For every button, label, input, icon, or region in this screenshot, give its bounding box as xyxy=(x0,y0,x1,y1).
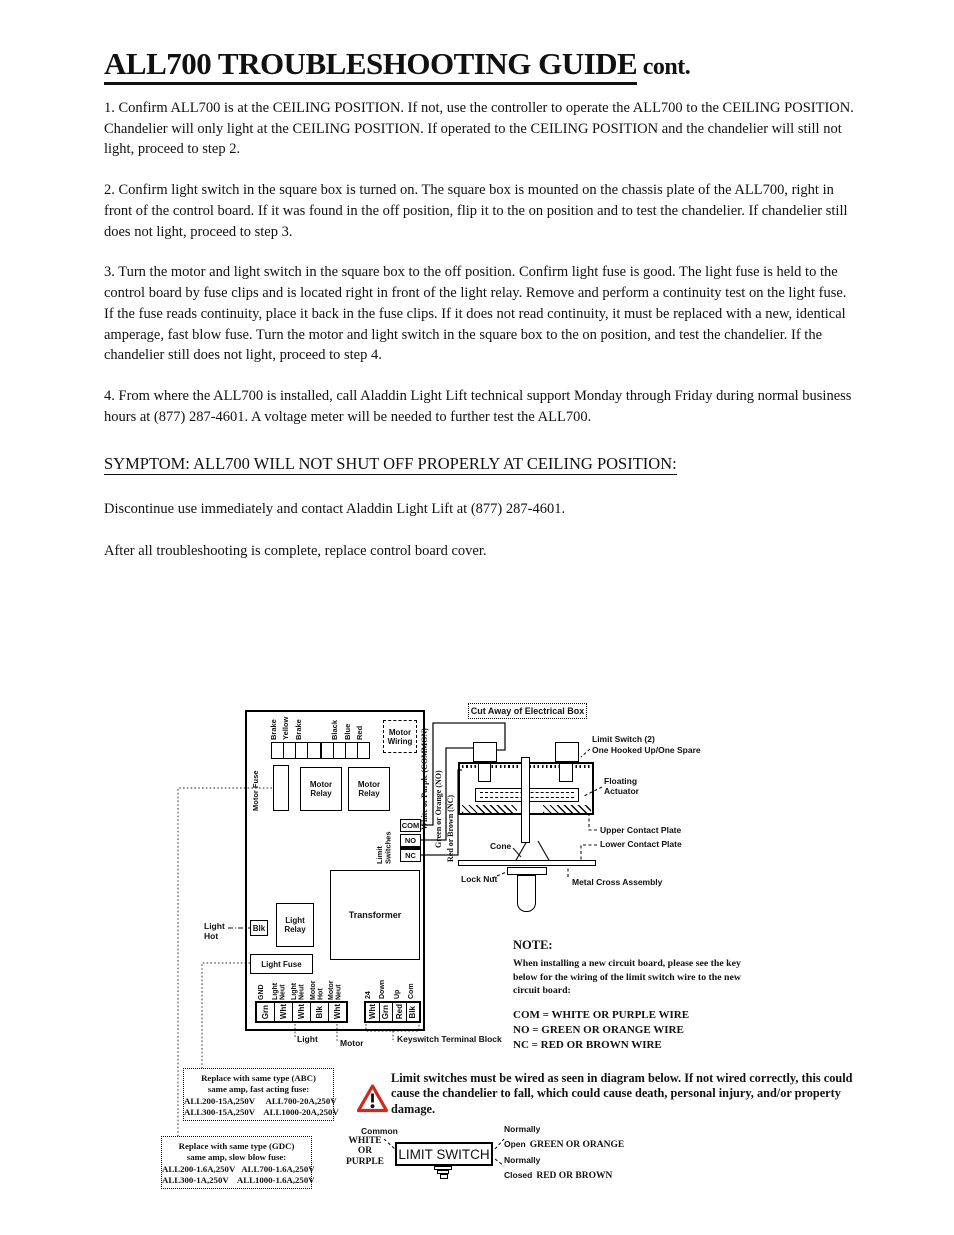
keyswitch-terminal-label: Keyswitch Terminal Block xyxy=(397,1034,502,1044)
step-4: 4. From where the ALL700 is installed, call Aladdin Light Lift technical support Monday through Friday during normal business hours at (877) 287-4601. A voltage meter will be needed to further test the ALL700. xyxy=(104,388,852,425)
note-key xyxy=(513,1008,689,1053)
ls-no-word: Open xyxy=(504,1139,526,1149)
limit-switch-callout-2: One Hooked Up/One Spare xyxy=(592,745,701,755)
symptom-heading: SYMPTOM: ALL700 WILL NOT SHUT OFF PROPERLY AT CEILING POSITION: xyxy=(104,453,677,473)
light-group-label: Light xyxy=(297,1034,318,1044)
label-gnd: GND xyxy=(258,984,265,1000)
label-light-neut-2: Light Neut xyxy=(291,982,306,1000)
abc-line-4: ALL300-15A,250V ALL1000-20A,250V xyxy=(184,1106,339,1117)
terminal-grn-down: Grn xyxy=(380,1003,394,1021)
limit-switch-2-stem xyxy=(559,763,573,782)
terminal-cell xyxy=(334,743,346,758)
lower-contact-plate-label: Lower Contact Plate xyxy=(600,839,682,849)
abc-line-2: same amp, fast acting fuse: xyxy=(207,1084,310,1095)
keyswitch-terminal-strip xyxy=(364,1001,421,1023)
center-shaft xyxy=(521,757,530,843)
lower-plate-leader xyxy=(581,845,597,861)
power-terminal-strip xyxy=(255,1001,348,1023)
nc-terminal: NC xyxy=(400,849,421,862)
wire-label-no: Green or Orange (NO) xyxy=(434,770,443,848)
label-down: Down xyxy=(379,979,386,999)
light-fuse: Light Fuse xyxy=(250,954,313,974)
wire-label-blue: Blue xyxy=(343,723,352,740)
page-title-suffix: cont. xyxy=(637,54,691,80)
ls-diagram-open-leader xyxy=(495,1139,504,1149)
ls-no-line2 xyxy=(504,1134,624,1153)
upper-contact-plate-hatch-right xyxy=(543,805,591,813)
gdc-line-2: same amp, slow blow fuse: xyxy=(186,1152,287,1163)
ls-normally-open xyxy=(504,1124,624,1153)
note-key-com: COM = WHITE OR PURPLE WIRE xyxy=(513,1009,690,1021)
abc-fuse-box xyxy=(183,1068,339,1121)
ls-wire-left xyxy=(339,1136,391,1167)
com-terminal: COM xyxy=(401,821,420,830)
motor-fuse-component xyxy=(273,765,289,811)
ls-common-label: Common xyxy=(361,1126,398,1136)
ls-no-wire: GREEN OR ORANGE xyxy=(529,1140,625,1150)
limit-switch-2-body xyxy=(555,742,579,762)
step-1: 1. Confirm ALL700 is at the CEILING POSITION. If not, use the controller to operate the ALL700 to the CEILING POSITION. Chandelier will only light at the CEILING POSITION. If operated to the CEILING POSITION and the chandelier will still not light, proceed to step 2. xyxy=(104,100,854,158)
limit-switch-leader xyxy=(581,749,590,757)
upper-contact-plate-hatch-left xyxy=(462,805,517,813)
plunger-tier-3 xyxy=(440,1174,448,1179)
motor-group-label: Motor xyxy=(340,1038,364,1048)
discontinue-line: Discontinue use immediately and contact Aladdin Light Lift at (877) 287-4601. xyxy=(104,500,566,517)
wire-label-brake-1: Brake xyxy=(269,719,278,740)
label-motor-hot: Motor Hot xyxy=(310,980,325,1000)
terminal-wht-3: Wht xyxy=(333,1004,342,1020)
motor-wiring-box: Motor Wiring xyxy=(383,720,417,753)
terminal-red-up: Red xyxy=(393,1003,407,1021)
motor-relay-1: Motor Relay xyxy=(300,767,342,811)
ls-wire-left-line2: OR xyxy=(357,1146,373,1157)
wire-label-common: White or Purple (COMMON) xyxy=(420,728,429,830)
terminal-blk-com: Blk xyxy=(408,1005,418,1019)
lock-nut-part xyxy=(507,867,547,875)
warning-text: Limit switches must be wired as seen in diagram below. If not wired correctly, this could cause the chandelier to fall, which could cause death, personal injury, and/or property damage. xyxy=(391,1071,853,1116)
label-com: Com xyxy=(408,983,415,999)
abc-line-3: ALL200-15A,250V ALL700-20A,250V xyxy=(184,1095,337,1106)
light-hot-label: Light Hot xyxy=(204,921,225,942)
wire-label-yellow: Yellow xyxy=(281,716,290,740)
limit-switch-1-body xyxy=(473,742,497,762)
closing-line: After all troubleshooting is complete, replace control board cover. xyxy=(104,543,487,560)
terminal-wht-1: Wht xyxy=(275,1003,293,1021)
blk-terminal: Blk xyxy=(250,920,268,936)
light-relay: Light Relay xyxy=(276,903,314,947)
wire-label-red: Red xyxy=(355,725,364,740)
page-title-main: ALL700 TROUBLESHOOTING GUIDE xyxy=(104,46,637,85)
terminal-grn: Grn xyxy=(257,1003,275,1021)
ls-nc-line1: Normally xyxy=(504,1155,541,1165)
upper-plate-leader xyxy=(589,814,597,830)
cross-assembly-label: Metal Cross Assembly xyxy=(572,877,663,887)
light-fuse-line xyxy=(202,963,250,1068)
ls-nc-line2 xyxy=(504,1165,612,1184)
cross-plate xyxy=(458,860,596,866)
terminal-cell xyxy=(346,743,358,758)
terminal-cell xyxy=(308,743,321,758)
terminal-cell xyxy=(272,743,284,758)
note-key-no: NO = GREEN OR ORANGE WIRE xyxy=(513,1024,684,1036)
note-heading: NOTE: xyxy=(513,938,553,952)
terminal-cell xyxy=(322,743,334,758)
brake-terminal-row xyxy=(271,742,370,759)
ls-no-line1: Normally xyxy=(504,1124,541,1134)
ls-nc-word: Closed xyxy=(504,1170,533,1180)
ls-nc-wire: RED OR BROWN xyxy=(536,1171,613,1181)
terminal-wht-2: Wht xyxy=(293,1003,311,1021)
cone-lines xyxy=(515,841,550,862)
note-key-nc: NC = RED OR BROWN WIRE xyxy=(513,1039,662,1051)
motor-fuse-label: Motor Fuse xyxy=(251,770,260,811)
upper-contact-plate-label: Upper Contact Plate xyxy=(600,825,682,835)
transformer: Transformer xyxy=(330,870,420,960)
label-motor-neut: Motor Neut xyxy=(328,980,343,1000)
motor-relay-2: Motor Relay xyxy=(348,767,390,811)
warning-icon xyxy=(356,1083,389,1114)
label-up: Up xyxy=(394,989,401,999)
gdc-line-1: Replace with same type (GDC) xyxy=(178,1141,295,1151)
limit-switches-label: Limit Switches xyxy=(375,831,393,864)
ls-diagram-closed-leader xyxy=(495,1159,504,1166)
terminal-wht-24: Wht xyxy=(366,1003,380,1021)
ls-normally-closed xyxy=(504,1155,612,1184)
limit-switch-callout-1: Limit Switch (2) xyxy=(592,734,655,744)
cutaway-title-box: Cut Away of Electrical Box xyxy=(468,703,587,719)
label-24: 24 xyxy=(365,991,372,999)
limit-switch-box: LIMIT SWITCH xyxy=(395,1142,493,1166)
wire-label-black: Black xyxy=(330,719,339,740)
terminal-cell xyxy=(358,743,369,758)
terminal-cell xyxy=(296,743,308,758)
ls-wire-left-line1: WHITE xyxy=(348,1136,382,1146)
threaded-rod xyxy=(517,875,536,912)
abc-line-1: Replace with same type (ABC) xyxy=(201,1073,316,1083)
step-3: 3. Turn the motor and light switch in the square box to the off position. Confirm light fuse is good. The light fuse is held to the control board by fuse clips and is located right in front of the light relay. Remove and perform a continuity test on the light fuse. If the fuse reads continuity, place it back in the fuse clips. If it does not read continuity, it must be replaced with a new, identical amperage, fast blow fuse. Turn the motor and light switch in the square box to the on position, and test the chandelier. If the chandelier still does not light, proceed to step 4. xyxy=(104,264,847,364)
gdc-line-3: ALL200-1.6A,250V ALL700-1.6A,250V xyxy=(162,1163,315,1174)
wire-label-nc: Red or Brown (NC) xyxy=(446,794,455,862)
no-terminal: NO xyxy=(400,834,421,847)
note-body: When installing a new circuit board, please see the key below for the wiring of the limit switch wire to the new circuit board: xyxy=(513,958,741,997)
step-2: 2. Confirm light switch in the square box is turned on. The square box is mounted on the chassis plate of the ALL700, right in front of the control board. If it was found in the off position, flip it to the on position and to test the chandelier. If chandelier still does not light, proceed to step 3. xyxy=(104,182,848,240)
limit-switch-1-stem xyxy=(478,763,491,782)
floating-actuator-label: Floating Actuator xyxy=(604,776,639,797)
gdc-fuse-box xyxy=(161,1136,315,1189)
terminal-cell xyxy=(284,743,296,758)
gdc-line-4: ALL300-1A,250V ALL1000-1.6A,250V xyxy=(162,1174,315,1185)
lock-nut-label: Lock Nut xyxy=(461,874,498,884)
cone-label: Cone xyxy=(490,841,512,851)
terminal-blk: Blk xyxy=(311,1003,329,1021)
label-light-neut-1: Light Neut xyxy=(272,982,287,1000)
ls-wire-left-line3: PURPLE xyxy=(346,1156,384,1167)
wire-label-brake-2: Brake xyxy=(294,719,303,740)
